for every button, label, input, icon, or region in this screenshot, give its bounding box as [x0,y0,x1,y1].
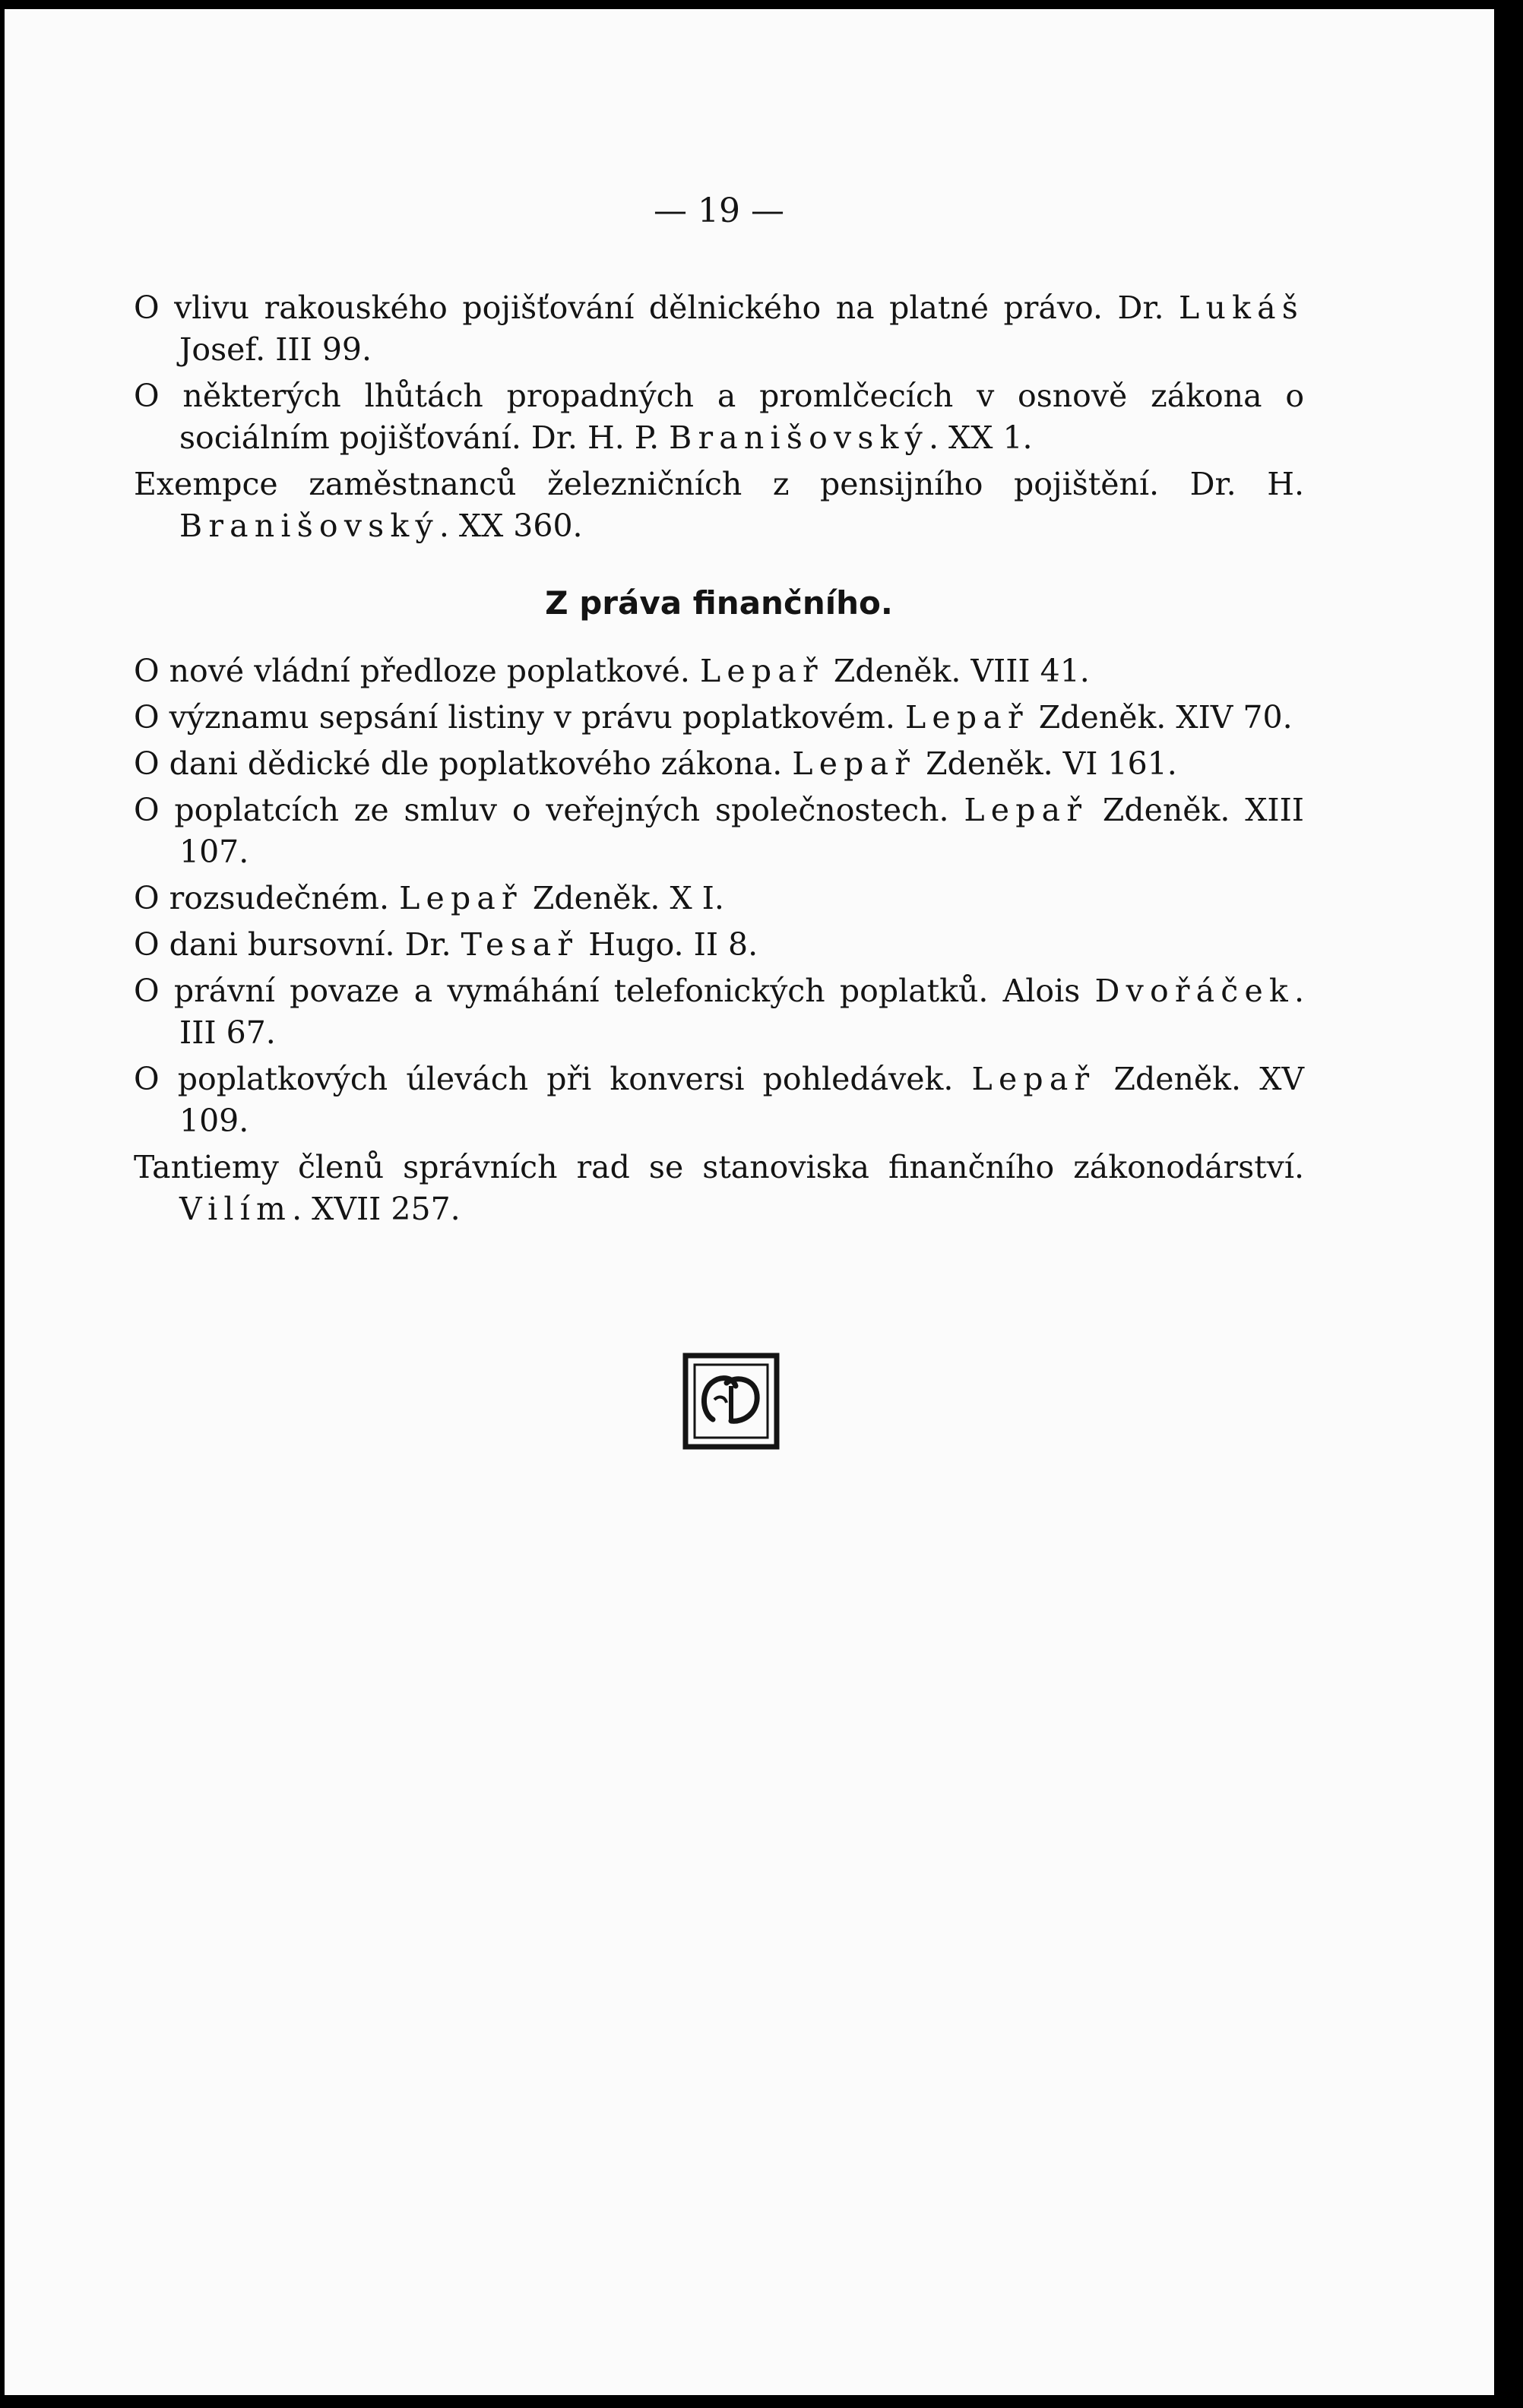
entry-title: O poplatkových úlevách při konversi pohledávek. [134,1061,972,1097]
entry-author: Lepař [792,745,917,782]
bibliography-entry [134,743,1304,785]
document-page [5,9,1494,2395]
entry-author: Branišovský [179,508,439,544]
entry-reference: Zdeněk. XIV 70. [1028,699,1293,736]
entry-author: Lepař [964,792,1088,828]
entry-title: O významu sepsání listiny v právu poplatkovém. [134,699,905,736]
entry-reference: . XX 360. [439,508,583,544]
entry-reference: Josef. III 99. [179,331,372,368]
entry-reference: . XX 1. [928,419,1033,456]
bibliography-entry [134,1147,1304,1230]
entry-list-financial-law [134,650,1304,1230]
entry-reference: Zdeněk. XIII 107. [179,792,1304,870]
bibliography-entry [134,375,1304,459]
entry-title: O právní povaze a vymáhání telefonických poplatků. Alois [134,973,1095,1009]
entry-author: Lepař [700,653,824,689]
section-heading: Z práva finančního. [545,584,893,622]
page-number: — 19 — [654,191,784,230]
entry-author: Lepař [971,1061,1096,1097]
entry-author: Tesař [461,926,579,963]
bibliography-entry [134,287,1304,371]
entry-reference: Hugo. II 8. [578,926,758,963]
entry-reference: Zdeněk. XV 109. [179,1061,1304,1139]
entry-reference: Zdeněk. VI 161. [916,745,1177,782]
publisher-monogram-icon [682,1353,780,1450]
entry-title: O dani dědické dle poplatkového zákona. [134,745,793,782]
bibliography-entry [134,789,1304,873]
entry-title: O nové vládní předloze poplatkové. [134,653,700,689]
entry-list-social-insurance [134,287,1304,547]
entry-author: Vilím [179,1191,293,1227]
entry-title: O dani bursovní. Dr. [134,926,461,963]
entry-reference: Zdeněk. X I. [522,880,724,916]
bibliography-entry [134,697,1304,739]
entry-title: O poplatcích ze smluv o veřejných společnostech. [134,792,964,828]
entry-title: O vlivu rakouského pojišťování dělnického na platné právo. Dr. [134,290,1179,326]
entry-reference: Zdeněk. VIII 41. [823,653,1090,689]
entry-title: Exempce zaměstnanců železničních z pensijního pojištění. Dr. H. [134,466,1304,502]
entry-reference: . XVII 257. [292,1191,461,1227]
entry-reference: . III 67. [179,973,1304,1051]
entry-title: Tantiemy členů správních rad se stanoviska finančního zákonodárství. [134,1149,1304,1185]
entry-author: Branišovský [669,419,929,456]
bibliography-entry [134,878,1304,919]
bibliography-entry [134,970,1304,1054]
entry-title: O rozsudečném. [134,880,400,916]
bibliography-entry [134,650,1304,692]
entry-title: O některých lhůtách propadných a promlčecích v osnově zákona o sociálním pojišťování. Dr. H. P. [134,378,1304,456]
page-content [134,188,1304,1235]
bibliography-entry [134,924,1304,966]
bibliography-entry [134,1058,1304,1142]
entry-author: Dvořáček [1094,973,1294,1009]
entry-author: Lukáš [1179,290,1304,326]
entry-author: Lepař [399,880,523,916]
bibliography-entry [134,464,1304,547]
entry-author: Lepař [904,699,1029,736]
